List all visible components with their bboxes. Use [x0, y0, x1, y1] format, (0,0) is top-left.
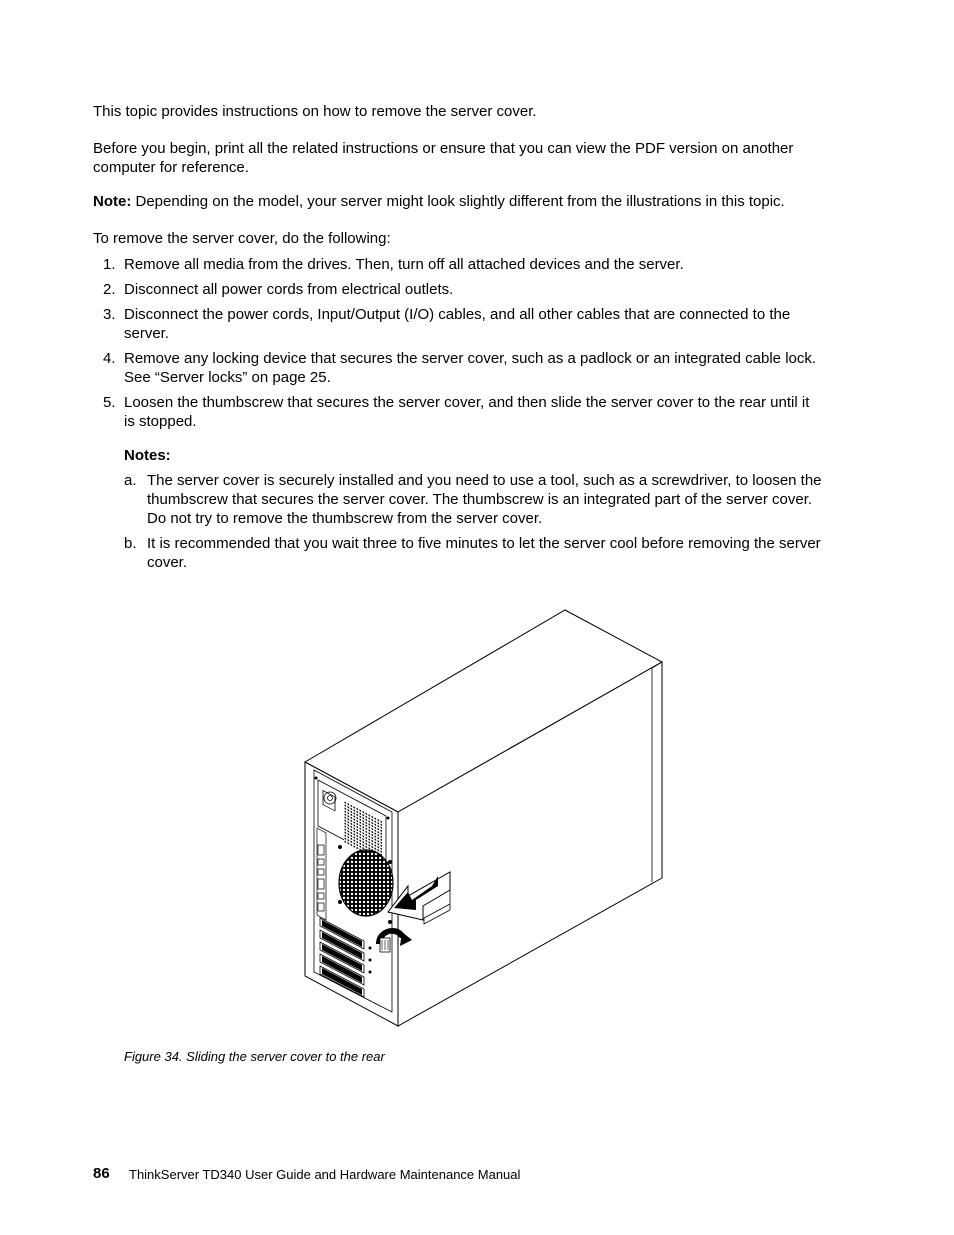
note-item-text: It is recommended that you wait three to five minutes to let the server cool before removing the server cover.: [147, 535, 821, 571]
intro-paragraph: This topic provides instructions on how to remove the server cover.: [93, 103, 537, 120]
io-ports: [317, 828, 326, 920]
note-item-letter: a.: [124, 472, 137, 489]
step-text: Disconnect the power cords, Input/Output (I/O) cables, and all other cables that are connected to the server.: [124, 306, 791, 342]
step-text: Remove all media from the drives. Then, turn off all attached devices and the server.: [124, 256, 684, 273]
note-text: Depending on the model, your server might look slightly different from the illustrations in this topic.: [131, 193, 785, 210]
step-number: 2.: [103, 281, 116, 298]
note-item: [124, 534, 834, 572]
step-text: Disconnect all power cords from electrical outlets.: [124, 281, 454, 298]
step-item: [93, 255, 823, 274]
step-item: [93, 280, 823, 299]
lead-paragraph: To remove the server cover, do the following:: [93, 230, 391, 247]
step-number: 3.: [103, 306, 116, 323]
footer-title: ThinkServer TD340 User Guide and Hardware Maintenance Manual: [129, 1167, 521, 1182]
step-item: [93, 305, 823, 343]
figure-caption: Figure 34. Sliding the server cover to the rear: [124, 1049, 385, 1064]
note-item-letter: b.: [124, 535, 137, 552]
step-number: 4.: [103, 350, 116, 367]
before-paragraph: Before you begin, print all the related instructions or ensure that you can view the PDF version on another computer for reference.: [93, 140, 794, 176]
step-number: 1.: [103, 256, 116, 273]
page-number: 86: [93, 1165, 110, 1182]
step-item: [93, 393, 823, 431]
step-text: Loosen the thumbscrew that secures the server cover, and then slide the server cover to the rear until it is stopped.: [124, 394, 810, 430]
notes-label: Notes:: [124, 447, 171, 464]
note-item-text: The server cover is securely installed and you need to use a tool, such as a screwdriver, to loosen the thumbscrew that secures the server cover. The thumbscrew is an integrated part of the server cover. Do not try to remove the thumbscrew from the server cover.: [147, 472, 822, 527]
note-item: [124, 471, 834, 528]
step-text: Remove any locking device that secures the server cover, such as a padlock or an integrated cable lock. See “Server locks” on page 25.: [124, 350, 817, 386]
server-cover-illustration: [290, 600, 670, 1030]
step-number: 5.: [103, 394, 116, 411]
step-item: [93, 349, 823, 387]
note-label: Note:: [93, 193, 132, 210]
note-paragraph: [93, 192, 838, 211]
